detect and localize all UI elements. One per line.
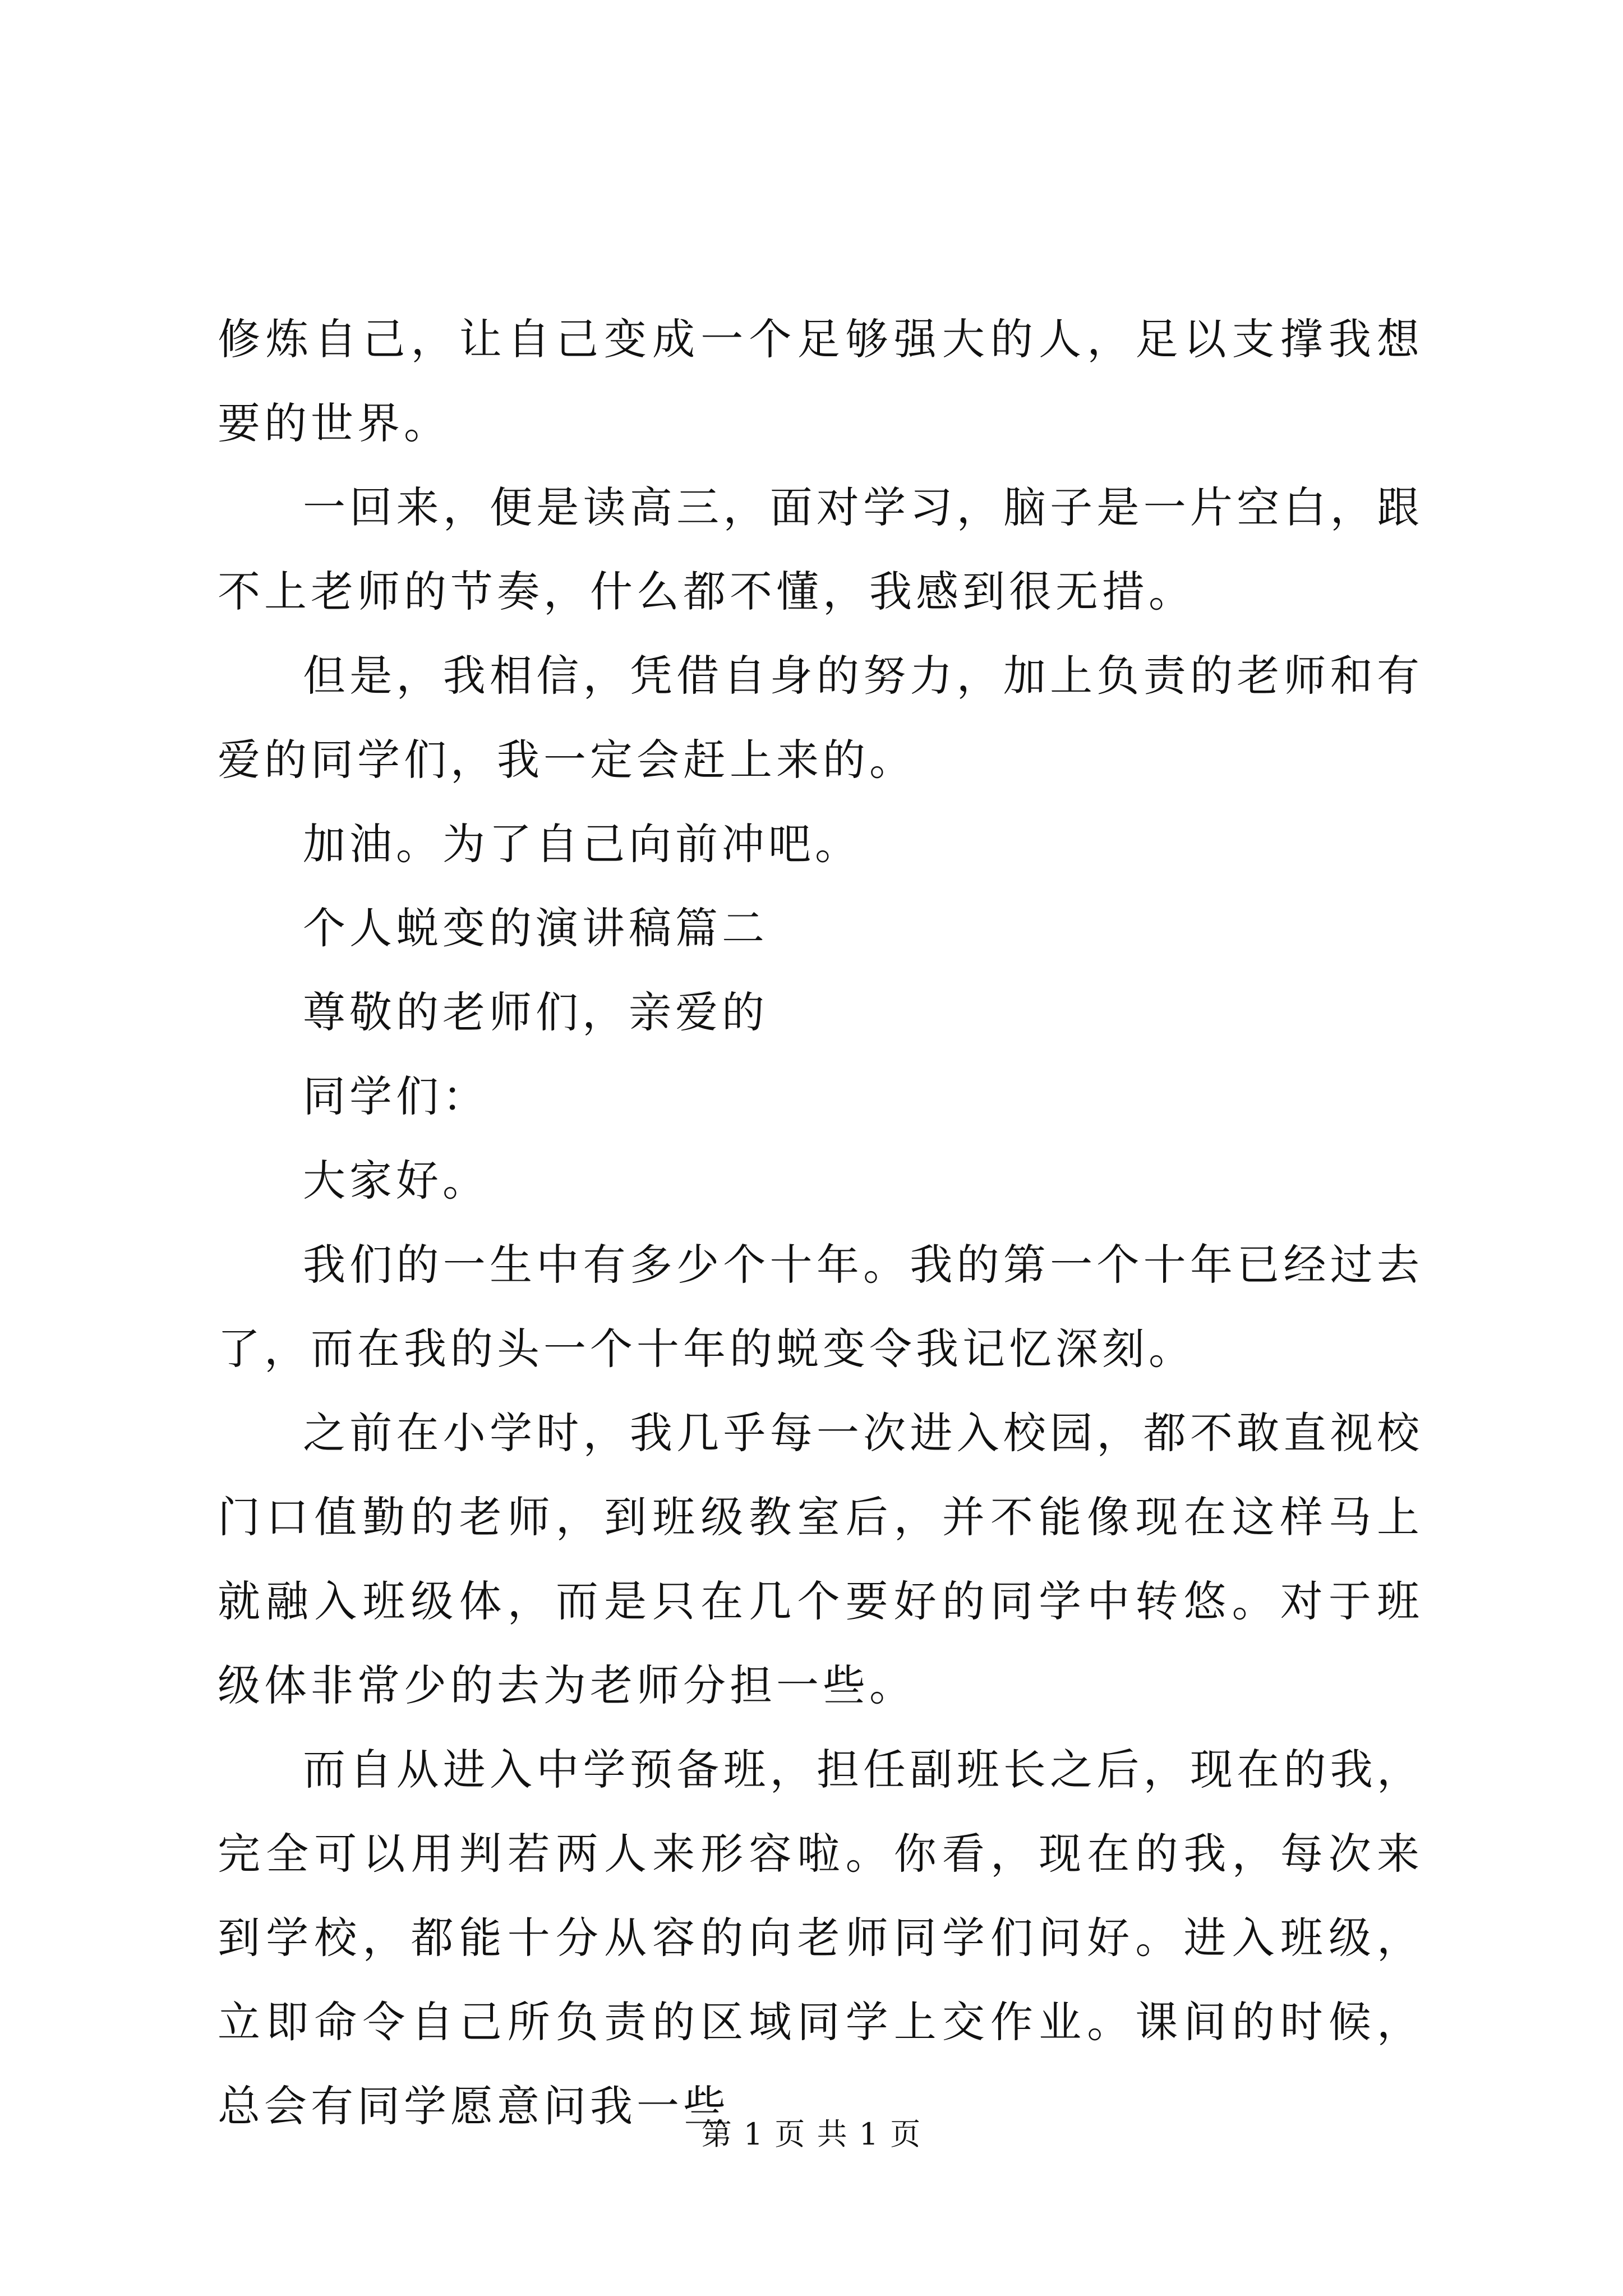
paragraph-7: 而自从进入中学预备班，担任副班长之后，现在的我，完全可以用判若两人来形容啦。你看，现在的我，每次来到学校，都能十分从容的向老师同学们问好。进入班级，立即命令自己所负责的区域同学上交作业。课间的时候，总会有同学愿意问我一些 (218, 1745, 1423, 2131)
paragraph-4: 加油。为了自己向前冲吧。 (303, 819, 861, 869)
greeting: 大家好。 (303, 1156, 489, 1205)
salutation-line-2: 同学们： (303, 1071, 489, 1121)
document-body (218, 297, 1423, 2148)
paragraph-2: 一回来，便是读高三，面对学习，脑子是一片空白，跟不上老师的节奏，什么都不懂，我感到很无措。 (218, 482, 1423, 616)
section-title: 个人蜕变的演讲稿篇二 (303, 903, 768, 953)
paragraph-1: 修炼自己，让自己变成一个足够强大的人，足以支撑我想要的世界。 (218, 314, 1423, 448)
paragraph-5: 我们的一生中有多少个十年。我的第一个十年已经过去了，而在我的头一个十年的蜕变令我记忆深刻。 (218, 1240, 1423, 1374)
paragraph-3: 但是，我相信，凭借自身的努力，加上负责的老师和有爱的同学们，我一定会赶上来的。 (218, 651, 1423, 785)
salutation-line-1: 尊敬的老师们，亲爱的 (303, 987, 768, 1037)
paragraph-6: 之前在小学时，我几乎每一次进入校园，都不敢直视校门口值勤的老师，到班级教室后，并不能像现在这样马上就融入班级体，而是只在几个要好的同学中转悠。对于班级体非常少的去为老师分担一些。 (218, 1408, 1423, 1710)
page-footer: 第 1 页 共 1 页 (701, 2116, 922, 2152)
